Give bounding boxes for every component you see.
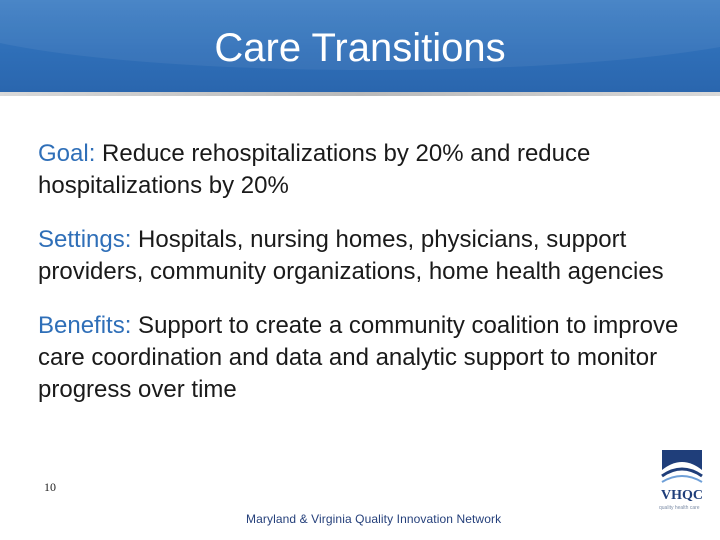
slide-header [0, 0, 720, 92]
goal-paragraph [38, 138, 698, 202]
logo-wordmark: VHQC [661, 488, 703, 503]
slide-title: Care Transitions [214, 26, 506, 70]
goal-text: Reduce rehospitalizations by 20% and reduce hospitalizations by 20% [38, 140, 591, 199]
page-number: 10 [44, 480, 56, 494]
goal-label: Goal: [38, 140, 96, 167]
settings-paragraph [38, 224, 698, 288]
settings-text: Hospitals, nursing homes, physicians, support providers, community organizations, home health agencies [38, 226, 664, 285]
benefits-text: Support to create a community coalition to improve care coordination and data and analytic support to monitor progress over time [38, 312, 679, 403]
header-divider [0, 92, 720, 96]
vhqc-emblem-icon [656, 448, 708, 488]
logo-tagline: quality health care [659, 505, 700, 511]
vhqc-logo [656, 448, 708, 522]
benefits-paragraph [38, 310, 698, 406]
benefits-label: Benefits: [38, 312, 132, 339]
settings-label: Settings: [38, 226, 132, 253]
footer-network-name: Maryland & Virginia Quality Innovation Network [246, 512, 502, 526]
slide-body [38, 138, 698, 428]
